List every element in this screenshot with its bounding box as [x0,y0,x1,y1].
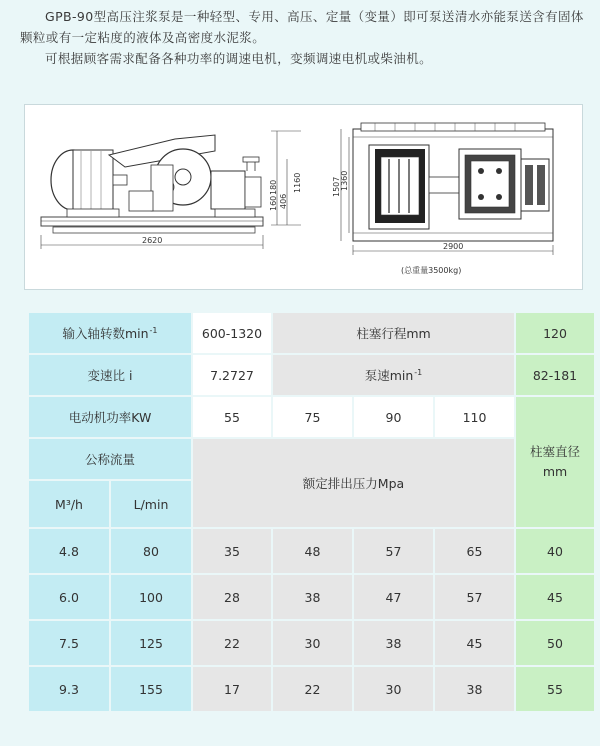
unit-m3h: M³/h [29,481,109,527]
table-row [29,355,594,395]
top-view [332,123,553,275]
dim-406: 406 [279,193,288,209]
pressure-cell: 57 [354,529,433,573]
dim-length-right: 2900 [443,242,464,251]
flow-m3h: 9.3 [29,667,109,711]
nominal-flow-label: 公称流量 [29,439,191,479]
flow-lmin: 155 [111,667,191,711]
intro-paragraph-2: 可根据顾客需求配备各种功率的调速电机，变频调速电机或柴油机。 [45,51,433,66]
rated-pressure-label: 额定排出压力Mpa [193,439,514,527]
pressure-cell: 48 [273,529,352,573]
pressure-cell: 38 [273,575,352,619]
unit-lmin: L/min [111,481,191,527]
pressure-cell: 57 [435,575,514,619]
plunger-diameter-cell: 45 [516,575,594,619]
flow-lmin: 125 [111,621,191,665]
pressure-cell: 35 [193,529,271,573]
plunger-diameter-cell: 50 [516,621,594,665]
dim-1360: 1360 [340,170,349,191]
pressure-cell: 22 [193,621,271,665]
table-row [29,575,594,619]
pressure-cell: 47 [354,575,433,619]
flow-lmin: 80 [111,529,191,573]
motor-power-55: 55 [193,397,271,437]
pressure-cell: 38 [354,621,433,665]
intro-paragraph-1: GPB-90型高压注浆泵是一种轻型、专用、高压、定量（变量）即可泵送清水亦能泵送含有固体颗粒或有一定粘度的液体及高密度水泥浆。 [20,9,584,45]
pressure-cell: 45 [435,621,514,665]
dim-length-left: 2620 [142,236,163,245]
dim-1507: 1507 [332,176,341,197]
plunger-diameter-label: 柱塞直径mm [516,397,594,527]
pump-speed-label: 泵速$\min^{-1}$ [273,355,514,395]
stroke-label: 柱塞行程mm [273,313,514,353]
flow-m3h: 6.0 [29,575,109,619]
table-row [29,397,594,437]
motor-power-110: 110 [435,397,514,437]
pressure-cell: 30 [354,667,433,711]
ratio-label: 变速比 i [29,355,191,395]
table-row [29,529,594,573]
table-row [29,621,594,665]
pressure-cell: 38 [435,667,514,711]
pump-dimension-drawing [24,104,583,290]
total-weight: (总重量3500kg) [401,266,462,275]
input-speed-label: 输入轴转数$\min^{-1}$ [29,313,191,353]
dim-1160: 1160 [293,172,302,193]
pressure-cell: 22 [273,667,352,711]
motor-power-label: 电动机功率KW [29,397,191,437]
dim-180: 180 [269,179,278,195]
plunger-diameter-cell: 40 [516,529,594,573]
pressure-cell: 30 [273,621,352,665]
pressure-cell: 65 [435,529,514,573]
table-row [29,667,594,711]
table-row [29,313,594,353]
dim-160: 160 [269,195,278,211]
spec-table [27,311,596,713]
pressure-cell: 17 [193,667,271,711]
intro-text [20,6,590,69]
table-row [29,439,594,479]
side-view [41,131,302,249]
pump-drawing-svg [25,105,582,289]
stroke-value: 120 [516,313,594,353]
pressure-cell: 28 [193,575,271,619]
plunger-diameter-cell: 55 [516,667,594,711]
flow-m3h: 4.8 [29,529,109,573]
input-speed-value: 600-1320 [193,313,271,353]
pump-speed-value: 82-181 [516,355,594,395]
flow-lmin: 100 [111,575,191,619]
flow-m3h: 7.5 [29,621,109,665]
ratio-value: 7.2727 [193,355,271,395]
motor-power-90: 90 [354,397,433,437]
motor-power-75: 75 [273,397,352,437]
